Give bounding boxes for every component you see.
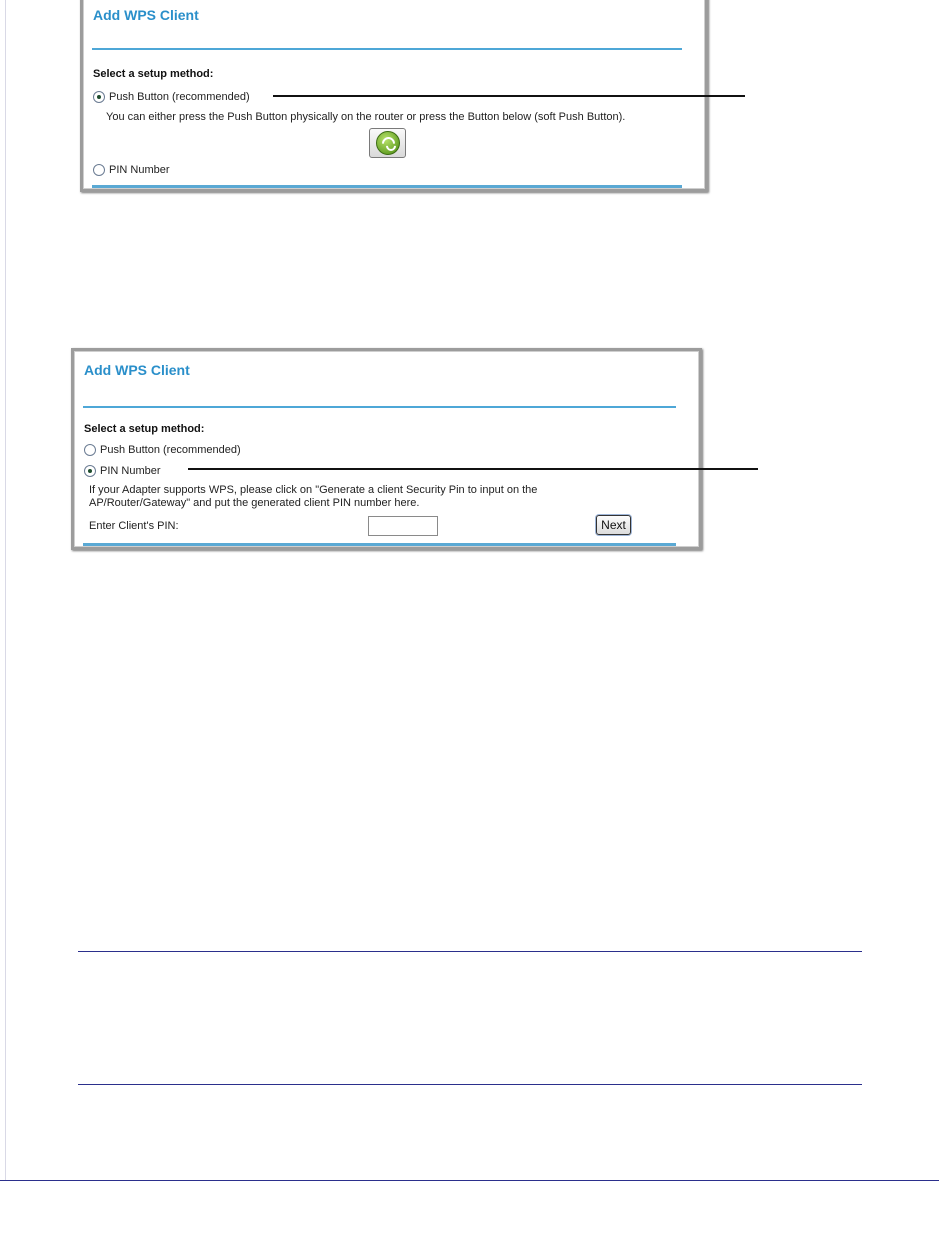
radio-unselected-icon[interactable]	[93, 164, 105, 176]
radio-selected-icon[interactable]	[84, 465, 96, 477]
callout-line-pin	[188, 468, 758, 470]
push-button-option-label: Push Button (recommended)	[109, 91, 250, 103]
panel-bottom-bar	[92, 185, 682, 188]
radio-selected-icon[interactable]	[93, 91, 105, 103]
client-pin-input[interactable]	[368, 516, 438, 536]
add-wps-client-panel-pin	[71, 348, 702, 550]
push-button-option[interactable]	[93, 91, 250, 103]
pin-number-option-label: PIN Number	[100, 465, 161, 477]
callout-line-push	[273, 95, 745, 97]
title-divider	[92, 48, 682, 50]
panel-bottom-bar	[83, 543, 676, 546]
radio-unselected-icon[interactable]	[84, 444, 96, 456]
title-divider	[83, 406, 676, 408]
setup-method-label: Select a setup method:	[93, 68, 214, 80]
setup-method-label: Select a setup method:	[84, 423, 205, 435]
footer-rule	[0, 1180, 939, 1181]
next-button[interactable]: Next	[596, 515, 631, 535]
pin-description: If your Adapter supports WPS, please click on "Generate a client Security Pin to input on the AP/Router/Gateway" and put the generated client PIN number here.	[89, 484, 538, 509]
pin-number-option[interactable]	[93, 164, 170, 176]
soft-push-button[interactable]	[369, 128, 406, 158]
panel-title: Add WPS Client	[93, 7, 199, 23]
page-left-rule	[5, 0, 6, 1180]
note-bottom-rule	[78, 1084, 862, 1085]
panel-title: Add WPS Client	[84, 362, 190, 378]
pin-number-option-label: PIN Number	[109, 164, 170, 176]
push-button-option-label: Push Button (recommended)	[100, 444, 241, 456]
wps-icon	[376, 131, 400, 155]
client-pin-label: Enter Client's PIN:	[89, 520, 179, 532]
note-top-rule	[78, 951, 862, 952]
push-button-description: You can either press the Push Button physically on the router or press the Button below (soft Push Button).	[106, 111, 626, 123]
push-button-option[interactable]	[84, 444, 241, 456]
pin-number-option[interactable]	[84, 465, 161, 477]
